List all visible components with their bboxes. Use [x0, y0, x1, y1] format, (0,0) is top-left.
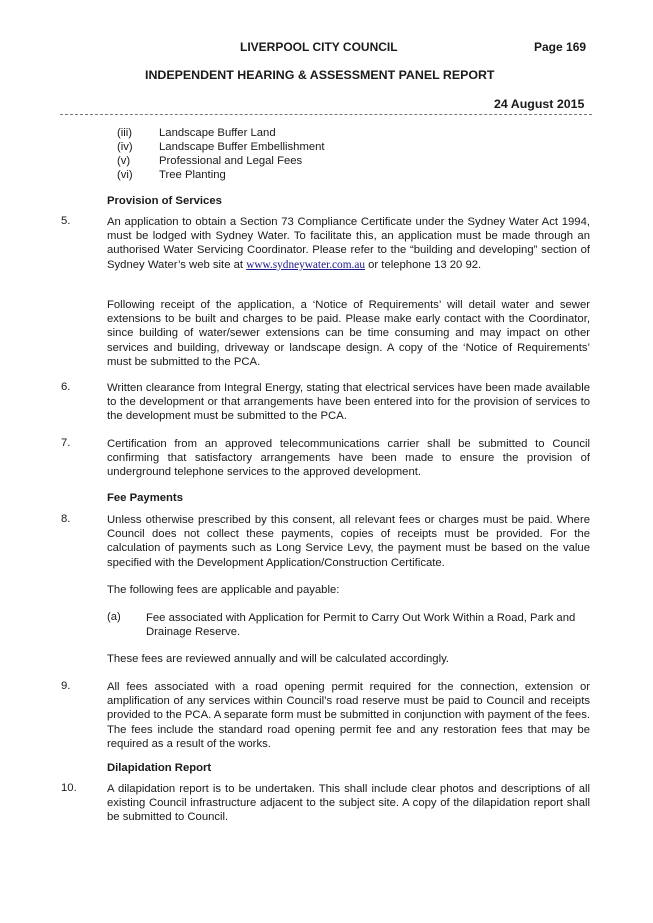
condition-number-6: 6.: [61, 381, 71, 393]
list-item-number: (iv): [117, 141, 133, 153]
section-heading-dilapidation: Dilapidation Report: [107, 762, 212, 774]
sub-item-text: Fee associated with Application for Permit to Carry Out Work Within a Road, Park and Drainage Reserve.: [146, 612, 576, 639]
list-item-number: (vi): [117, 169, 133, 181]
condition-number-5: 5.: [61, 215, 71, 227]
list-item-number: (v): [117, 155, 131, 167]
condition-number-8: 8.: [61, 513, 71, 525]
condition-9-text: All fees associated with a road opening permit required for the connection, extension or amplification of any services within Council’s road reserve must be paid to Council and receipts provided to the PCA. A separate form must be submitted in conjunction with payment of the fees. The fees include the standard road opening permit fee and any restoration fees that may be required as a result of the works.: [107, 681, 590, 750]
condition-8-paragraph-2: The following fees are applicable and payable:: [107, 584, 340, 596]
condition-5-text-b: or telephone 13 20 92.: [364, 258, 482, 271]
condition-number-9: 9.: [61, 680, 71, 692]
report-date: 24 August 2015: [494, 97, 585, 111]
condition-6-text: Written clearance from Integral Energy, stating that electrical services have been made available to the development or that arrangements have been entered into for the provision of services to the development must be submitted to the PCA.: [107, 382, 590, 423]
header-divider: [60, 114, 592, 115]
council-name: LIVERPOOL CITY COUNCIL: [240, 40, 398, 54]
report-title: INDEPENDENT HEARING & ASSESSMENT PANEL REPORT: [145, 68, 495, 82]
list-item-text: Professional and Legal Fees: [159, 155, 303, 167]
condition-8-paragraph-3: These fees are reviewed annually and will be calculated accordingly.: [107, 653, 450, 665]
condition-5-paragraph-2: Following receipt of the application, a ‘Notice of Requirements’ will detail water and sewer extensions to be built and charges to be paid. Please make early contact with the Coordinator, since building of water/sewer extensions can be time consuming and may impact on other services and building, driveway or landscape design. A copy of the ‘Notice of Requirements’ must be submitted to the PCA.: [107, 299, 590, 368]
condition-number-10: 10.: [61, 782, 77, 794]
list-item-text: Landscape Buffer Embellishment: [159, 141, 325, 153]
section-heading-fees: Fee Payments: [107, 492, 183, 504]
list-item-number: (iii): [117, 127, 133, 139]
condition-5-text-a: An application to obtain a Section 73 Compliance Certificate under the Sydney Water Act 1994, must be lodged with Sydney Water. To facilitate this, an application must be made through an authorised Water Servicing Coordinator. Please refer to the “building and developing” section of Sydney Water’s web site at: [107, 216, 590, 271]
list-item-text: Landscape Buffer Land: [159, 127, 276, 139]
list-item-text: Tree Planting: [159, 169, 226, 181]
condition-10-text: A dilapidation report is to be undertaken. This shall include clear photos and descriptions of all existing Council infrastructure adjacent to the subject site. A copy of the dilapidation report shall be submitted to Council.: [107, 783, 590, 824]
page-number: Page 169: [534, 40, 587, 54]
sydney-water-link[interactable]: www.sydneywater.com.au: [246, 258, 365, 271]
condition-8-text: Unless otherwise prescribed by this consent, all relevant fees or charges must be paid. Where Council does not collect these payments, copies of receipts must be provided. For the calculation of payments such as Long Service Levy, the payment must be based on the value specified with the Development Application/Construction Certificate.: [107, 514, 590, 569]
section-heading-provision: Provision of Services: [107, 195, 222, 207]
sub-item-number: (a): [107, 611, 121, 623]
condition-5-text: [107, 215, 590, 272]
condition-number-7: 7.: [61, 437, 71, 449]
condition-7-text: Certification from an approved telecommunications carrier shall be submitted to Council confirming that satisfactory arrangements have been made to ensure the provision of underground telephone services to the approved development.: [107, 438, 590, 479]
